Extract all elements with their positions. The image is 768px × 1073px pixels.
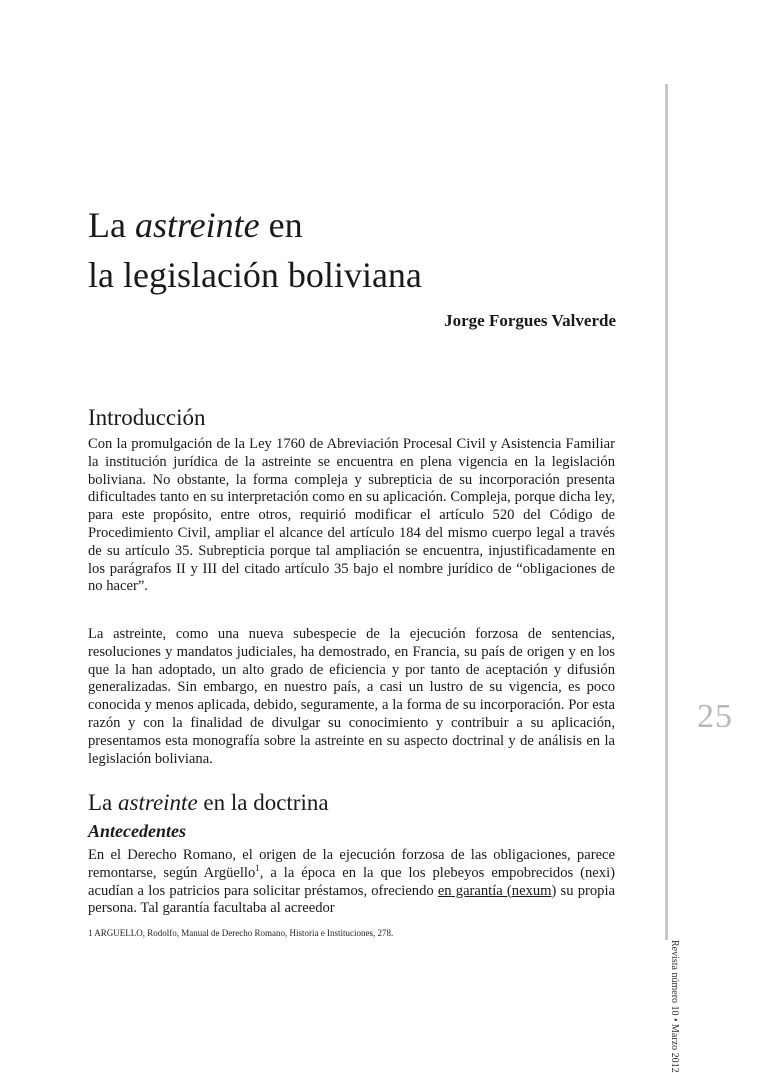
margin-rule bbox=[665, 84, 668, 940]
title-line1-start: La bbox=[88, 205, 135, 245]
antecedentes-heading: Antecedentes bbox=[88, 821, 186, 841]
intro-heading: Introducción bbox=[88, 405, 206, 430]
title-emphasis: astreinte bbox=[134, 205, 260, 245]
title-line1-end: en bbox=[259, 205, 303, 245]
doctrine-heading-start: La bbox=[88, 790, 119, 815]
footnote: 1 ARGUELLO, Rodolfo, Manual de Derecho Romano, Historia e Instituciones, 278. bbox=[88, 928, 394, 938]
antecedentes-paragraph bbox=[88, 847, 615, 918]
ant-text-3: ) su propia persona. Tal garantía facultaba al acreedor bbox=[88, 882, 615, 917]
doctrine-heading-end: en la doctrina bbox=[197, 790, 329, 815]
intro-paragraph-1: Con la promulgación de la Ley 1760 de Abreviación Procesal Civil y Asistencia Familiar la institución jurídica de la astreinte se encuentra en plena vigencia en la legislación boliviana. No obstante, la forma compleja y subrepticia de su incorporación presenta dificultades tanto en su interpretación como en su aplicación. Compleja, porque dicha ley, para este propósito, entre otros, requirió modificar el artículo 520 del Código de Procedimiento Civil, ampliar el alcance del artículo 184 del mismo cuerpo legal a través de su artículo 35. Subrepticia porque tal ampliación se encuentra, injustificadamente en los parágrafos II y III del citado artículo 35 bajo el nombre jurídico de “obligaciones de no hacer”. bbox=[88, 436, 615, 595]
ant-underlined-text: en garantía (nexum bbox=[437, 882, 552, 899]
running-side-text: Revista número 10 • Marzo 2012 bbox=[669, 940, 680, 1073]
ant-text-1: En el Derecho Romano, el origen de la ejecución forzosa de las obligaciones, parece remontarse, según Argüello bbox=[88, 847, 615, 881]
page-number: 25 bbox=[697, 698, 733, 735]
title-line2: la legislación boliviana bbox=[88, 255, 422, 295]
article-title bbox=[88, 200, 628, 300]
ant-text-2: , a la época en la que los plebeyos empobrecidos (nexi) acudían a los patricios para solicitar préstamos, ofreciendo bbox=[88, 864, 615, 899]
intro-paragraph-2: La astreinte, como una nueva subespecie de la ejecución forzosa de sentencias, resoluciones y mandatos judiciales, ha demostrado, en Francia, su país de origen y en los que la han adoptado, un alto grado de eficiencia y por tanto de aceptación y difusión generalizadas. Sin embargo, en nuestro país, a casi un lustro de su vigencia, es poco conocida y menos aplicada, debido, seguramente, a la forma de su incorporación. Por esta razón y con la finalidad de divulgar su conocimiento y contribuir a su aplicación, presentamos esta monografía sobre la astreinte en su aspecto doctrinal y de análisis en la legislación boliviana. bbox=[88, 626, 615, 767]
author-name: Jorge Forgues Valverde bbox=[444, 311, 616, 330]
footnote-ref: 1 bbox=[255, 862, 260, 873]
doctrine-heading-emphasis: astreinte bbox=[118, 790, 198, 815]
doctrine-heading bbox=[88, 789, 329, 817]
